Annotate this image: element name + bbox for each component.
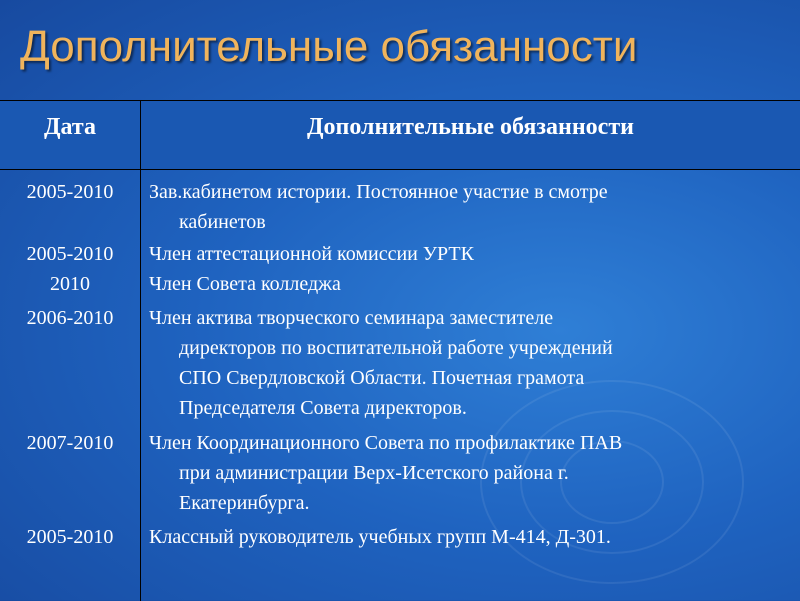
row-duty [149, 522, 789, 552]
row-date: 2005-2010 [26, 243, 114, 265]
slide-title: Дополнительные обязанности [20, 22, 638, 71]
row-duty [149, 177, 789, 237]
row-date: 2010 [50, 273, 90, 295]
row-duty [149, 269, 789, 299]
duty-line: Член актива творческого семинара заместителе [149, 307, 554, 329]
duty-line: Зав.кабинетом истории. Постоянное участие в смотре [149, 181, 608, 203]
duty-line: Классный руководитель учебных групп М-414, Д-301. [149, 526, 611, 548]
row-date: 2006-2010 [26, 307, 114, 329]
row-date: 2007-2010 [26, 432, 114, 454]
duty-line: при администрации Верх-Исетского района г. [179, 462, 569, 484]
column-divider [140, 101, 141, 601]
duty-line: кабинетов [179, 211, 266, 233]
row-date: 2005-2010 [26, 526, 114, 548]
row-date: 2005-2010 [26, 181, 114, 203]
row-duty [149, 428, 789, 518]
table-header [0, 101, 800, 170]
duty-line: Екатеринбурга. [179, 492, 310, 514]
header-duties: Дополнительные обязанности [307, 114, 634, 140]
duty-line: Член Совета колледжа [149, 273, 341, 295]
duties-table [0, 100, 800, 601]
row-duty [149, 303, 789, 423]
duty-line: директоров по воспитательной работе учреждений [179, 337, 613, 359]
duty-line: Член Координационного Совета по профилактике ПАВ [149, 432, 623, 454]
duty-line: СПО Свердловской Области. Почетная грамота [179, 367, 585, 389]
row-duty [149, 239, 789, 269]
duty-line: Член аттестационной комиссии УРТК [149, 243, 474, 265]
header-date: Дата [44, 114, 96, 140]
duty-line: Председателя Совета директоров. [179, 397, 467, 419]
